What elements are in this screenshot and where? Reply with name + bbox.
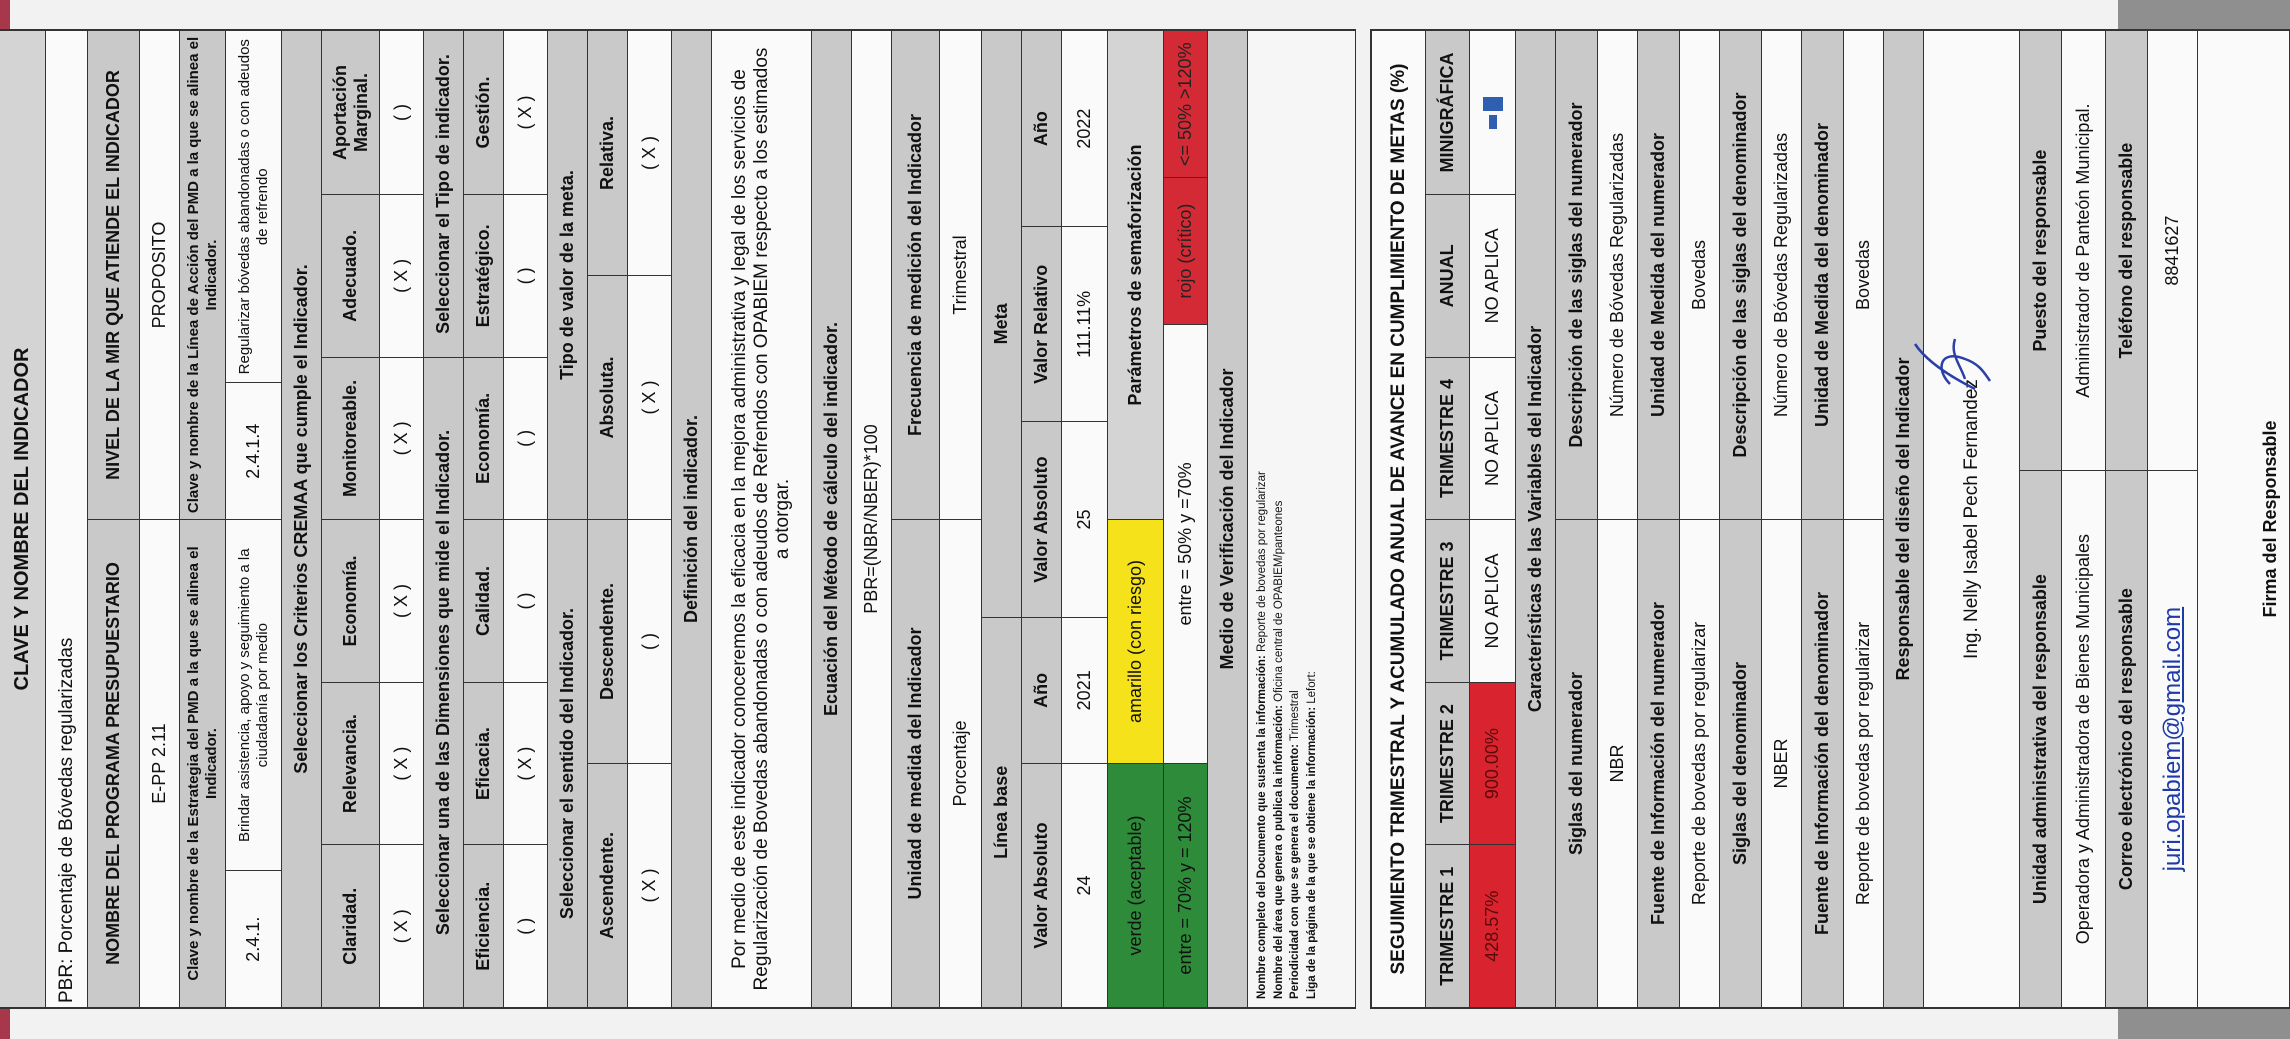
equation-row xyxy=(852,29,892,1009)
verification-notes xyxy=(1248,29,1356,1009)
goal-relativa: Relativa. xyxy=(597,115,618,191)
denominator-source-row xyxy=(1844,29,1884,1009)
tracking-q4-value: NO APLICA xyxy=(1470,357,1515,520)
admin-unit-header: Unidad administrativa del responsable xyxy=(2020,470,2061,1007)
unit-title: Unidad de medida del Indicador xyxy=(892,519,939,1007)
type-title: Seleccionar el Tipo de indicador. xyxy=(433,54,454,334)
email-header: Correo electrónico del responsable xyxy=(2106,470,2147,1007)
cremaa-claridad-check[interactable]: ( X ) xyxy=(380,844,423,1007)
semaforo-yellow-label: amarillo (con riesgo) xyxy=(1125,559,1146,724)
note-link-label: Liga de la página de la que se obtiene la información: xyxy=(1306,706,1319,999)
minigraph-bar-q2 xyxy=(1483,97,1503,111)
meta-year-header: Año xyxy=(1031,111,1052,147)
email-cell xyxy=(2148,470,2197,1007)
baseline-header-row xyxy=(1022,29,1062,1009)
baseline-title: Línea base xyxy=(982,617,1021,1007)
denominator-sigla-header: Siglas del denominador xyxy=(1720,519,1761,1007)
sense-descendente: Descendente. xyxy=(588,519,627,763)
cremaa-header-row xyxy=(322,29,380,1009)
tracking-values-row xyxy=(1470,29,1516,1009)
designer-title-row xyxy=(1884,29,1924,1009)
cremaa-aportacion-check[interactable]: ( ) xyxy=(380,31,423,194)
note-link-value: Lefort: xyxy=(1306,671,1319,704)
tracking-q1-value: 428.57% xyxy=(1470,844,1515,1007)
designer-name: Ing. Nelly Isabel Pech Fernandez xyxy=(1924,31,2019,1007)
minigraph-bar-q1 xyxy=(1489,115,1497,129)
phone-header: Teléfono del responsable xyxy=(2116,142,2137,359)
cremaa-economia-check[interactable]: ( X ) xyxy=(380,519,423,682)
semaforo-yellow xyxy=(1108,519,1163,763)
dimensions-type-values-row xyxy=(504,29,548,1009)
numerator-source-header-row xyxy=(1638,29,1680,1009)
semaforo-row xyxy=(1108,29,1164,1009)
denominator-value-row xyxy=(1762,29,1802,1009)
dimension-calidad-check[interactable]: ( ) xyxy=(504,519,547,682)
action-text: Regularizar bóvedas abandonadas o con adeudos de refrendo xyxy=(226,31,281,382)
contact-header-row xyxy=(2106,29,2148,1009)
numerator-value-row xyxy=(1598,29,1638,1009)
indicator-name: PBR: Porcentaje de Bóvedas regularizadas xyxy=(46,31,87,1007)
definition-row xyxy=(712,29,812,1009)
meta-relative-header: Valor Relativo xyxy=(1022,226,1061,421)
strategy-code: 2.4.1. xyxy=(226,870,281,1007)
denominator-source-header: Fuente de Información del denominador xyxy=(1802,519,1843,1007)
semaforo-range-row xyxy=(1164,29,1208,1009)
note-doc-value: Reporte de bovedas por regularizar xyxy=(1256,471,1268,653)
dimension-eficiencia: Eficiencia. xyxy=(464,844,503,1007)
email-link[interactable]: juri.opabiem@gmail.com xyxy=(2158,606,2186,872)
frequency-title: Frecuencia de medición del Indicador xyxy=(905,113,926,437)
meta-absolute-header: Valor Absoluto xyxy=(1022,421,1061,616)
alignment-value-row xyxy=(226,29,282,1009)
sense-goal-title-row xyxy=(548,29,588,1009)
strategy-text: Brindar asistencia, apoyo y seguimiento a la ciudadanía por medio xyxy=(226,519,281,870)
form-title: CLAVE Y NOMBRE DEL INDICADOR xyxy=(0,31,45,1007)
unit-value: Porcentaje xyxy=(940,519,981,1007)
signature-label: Firma del Responsable xyxy=(2260,420,2281,618)
verification-title-row xyxy=(1208,29,1248,1009)
position-value: Administrador de Panteón Municipal. xyxy=(2062,31,2105,470)
tracking-header-row xyxy=(1426,29,1470,1009)
denominator-unit: Bovedas xyxy=(1844,31,1883,519)
tracking-q3-header: TRIMESTRE 3 xyxy=(1426,519,1469,682)
note-area-value: Oficina central de OPABIEM/panteones xyxy=(1272,500,1285,702)
action-label: Clave y nombre de la Línea de Acción del PMD a la que se alinea el Indicador. xyxy=(185,36,220,514)
semaforo-red-label: rojo (crítico) xyxy=(1164,177,1207,323)
baseline-absolute-header: Valor Absoluto xyxy=(1022,763,1061,1007)
definition-text: Por medio de este indicador conoceremos la eficacia en la mejora administrativa y legal de los servicios de Regularización de Bovedas abandonadas o con adeudos de Refrendos con OPABIEM respecto a los estimados a otorgar. xyxy=(712,31,811,1007)
tracking-title-row xyxy=(1370,29,1426,1009)
strategy-label: Clave y nombre de la Estrategia del PMD a la que se alinea el Indicador. xyxy=(180,519,225,1007)
equation-title: Ecuación del Método de cálculo del indicador. xyxy=(821,321,842,717)
semaforo-title-cell xyxy=(1108,31,1163,519)
type-estrategico: Estratégico. xyxy=(464,194,503,357)
program-header: NOMBRE DEL PROGRAMA PRESUPUESTARIO xyxy=(88,519,139,1007)
meta-title: Meta xyxy=(991,303,1012,345)
tracking-title: SEGUIMIENTO TRIMESTRAL Y ACUMULADO ANUAL DE AVANCE EN CUMPLIMIENTO DE METAS (%) xyxy=(1372,31,1425,1007)
goal-relativa-check[interactable]: ( X ) xyxy=(628,31,671,275)
cremaa-aportacion: Aportación Marginal. xyxy=(329,65,371,161)
cremaa-adecuado-check[interactable]: ( X ) xyxy=(380,194,423,357)
definition-title: Definición del indicador. xyxy=(681,414,702,624)
type-gestion: Gestión. xyxy=(473,76,494,149)
admin-unit: Operadora y Administradora de Bienes Municipales xyxy=(2062,470,2105,1007)
tracking-q2-value: 900.00% xyxy=(1470,682,1515,845)
semaforo-green xyxy=(1108,763,1163,1007)
cremaa-relevancia-check[interactable]: ( X ) xyxy=(380,682,423,845)
equation-title-row xyxy=(812,29,852,1009)
numerator-sigla-header: Siglas del numerador xyxy=(1556,519,1597,1007)
signature-area-row xyxy=(2198,29,2290,1009)
equation-value: PBR=(NBR/NBER)*100 xyxy=(852,31,891,1007)
dimension-economia-check[interactable]: ( ) xyxy=(504,357,547,520)
cremaa-title-row xyxy=(282,29,322,1009)
tracking-minigraph-header: MINIGRÁFICA xyxy=(1437,52,1458,173)
sense-descendente-check[interactable]: ( ) xyxy=(628,519,671,763)
cremaa-adecuado: Adecuado. xyxy=(322,194,379,357)
baseline-year-header: Año xyxy=(1022,617,1061,763)
admin-value-row xyxy=(2062,29,2106,1009)
tracking-q2-header: TRIMESTRE 2 xyxy=(1426,682,1469,845)
unit-frequency-value-row xyxy=(940,29,982,1009)
semaforo-title: Parámetros de semaforización xyxy=(1125,144,1146,406)
mir-level-value: PROPOSITO xyxy=(140,31,179,519)
variables-title-row xyxy=(1516,29,1556,1009)
goal-value-title: Tipo de valor de la meta. xyxy=(557,170,578,380)
goal-absoluta-check[interactable]: ( X ) xyxy=(628,275,671,519)
numerator-source-row xyxy=(1680,29,1720,1009)
semaforo-red-range: <= 50% >120% xyxy=(1164,31,1207,177)
baseline-year-value: 2021 xyxy=(1062,617,1107,763)
phone-value: 8841627 xyxy=(2148,31,2197,470)
semaforo-green-range: entre = 70% y = 120% xyxy=(1164,763,1207,1007)
alignment-header-row xyxy=(180,29,226,1009)
tracking-q3-value: NO APLICA xyxy=(1470,519,1515,682)
note-period-value: Trimestral xyxy=(1289,690,1302,742)
cremaa-values-row xyxy=(380,29,424,1009)
type-estrategico-check[interactable]: ( ) xyxy=(504,194,547,357)
type-gestion-check[interactable]: ( X ) xyxy=(504,31,547,194)
baseline-values-row xyxy=(1062,29,1108,1009)
denominator-sigla: NBER xyxy=(1762,519,1801,1007)
goal-absoluta: Absoluta. xyxy=(588,275,627,519)
mir-level-header: NIVEL DE LA MIR QUE ATIENDE EL INDICADOR xyxy=(103,70,124,480)
numerator-unit: Bovedas xyxy=(1680,31,1719,519)
program-code: E-PP 2.11 xyxy=(140,519,179,1007)
dimensions-type-header-row xyxy=(464,29,504,1009)
signature-area xyxy=(2198,31,2289,1007)
title-row xyxy=(0,29,46,1009)
cremaa-economia: Economía. xyxy=(322,519,379,682)
dimension-calidad: Calidad. xyxy=(464,519,503,682)
indicator-form xyxy=(0,29,2290,1009)
cremaa-claridad: Claridad. xyxy=(322,844,379,1007)
denominator-unit-header: Unidad de Medida del denominador xyxy=(1812,122,1833,428)
numerator-sigla: NBR xyxy=(1598,519,1637,1007)
meta-absolute-value: 25 xyxy=(1062,421,1107,616)
dimensions-type-title-row xyxy=(424,29,464,1009)
contact-value-row xyxy=(2148,29,2198,1009)
numerator-source-header: Fuente de Información del numerador xyxy=(1638,519,1679,1007)
numerator-unit-header: Unidad de Medida del numerador xyxy=(1648,132,1669,418)
program-value-row xyxy=(140,29,180,1009)
dimension-eficacia: Eficacia. xyxy=(464,682,503,845)
dimensions-title: Seleccionar una de las Dimensiones que mide el Indicador. xyxy=(424,357,463,1007)
baseline-meta-title-row xyxy=(982,29,1022,1009)
position-header: Puesto del responsable xyxy=(2030,149,2051,352)
verification-title: Medio de Verificación del Indicador xyxy=(1217,368,1238,670)
meta-year-value: 2022 xyxy=(1062,31,1107,226)
sense-goal-values-row xyxy=(628,29,672,1009)
semaforo-yellow-range: entre = 50% y =70% xyxy=(1164,324,1207,763)
sense-title: Seleccionar el sentido del Indicador. xyxy=(548,519,587,1007)
tracking-q4-header: TRIMESTRE 4 xyxy=(1426,357,1469,520)
action-code: 2.4.1.4 xyxy=(226,382,281,519)
sense-ascendente-check[interactable]: ( X ) xyxy=(628,763,671,1007)
unit-frequency-title-row xyxy=(892,29,940,1009)
note-area-label: Nombre del área que genera o publica la información: xyxy=(1272,705,1285,999)
cremaa-title: Seleccionar los Criterios CREMAA que cumple el Indicador. xyxy=(291,264,312,774)
tracking-annual-header: ANUAL xyxy=(1426,194,1469,357)
note-period-label: Periodicidad con que se genera el documento: xyxy=(1289,744,1302,999)
sense-goal-header-row xyxy=(588,29,628,1009)
denominator-desc: Número de Bóvedas Regularizadas xyxy=(1762,31,1801,519)
denominator-header-row xyxy=(1720,29,1762,1009)
sense-ascendente: Ascendente. xyxy=(588,763,627,1007)
numerator-desc: Número de Bóvedas Regularizadas xyxy=(1598,31,1637,519)
numerator-source: Reporte de bovedas por regularizar xyxy=(1680,519,1719,1007)
baseline-absolute-value: 24 xyxy=(1062,763,1107,1007)
denominator-source-header-row xyxy=(1802,29,1844,1009)
dimension-eficiencia-check[interactable]: ( ) xyxy=(504,844,547,1007)
numerator-desc-header: Descripción de las siglas del numerador xyxy=(1566,102,1587,448)
tracking-minigraph xyxy=(1470,31,1515,194)
semaforo-green-label: verde (aceptable) xyxy=(1125,815,1146,956)
designer-title: Responsable del diseño del Indicador xyxy=(1893,357,1914,681)
admin-header-row xyxy=(2020,29,2062,1009)
definition-title-row xyxy=(672,29,712,1009)
designer-row xyxy=(1924,29,2020,1009)
dimension-eficacia-check[interactable]: ( X ) xyxy=(504,682,547,845)
handwritten-signature xyxy=(1905,329,1995,399)
indicator-name-row xyxy=(46,29,88,1009)
minigraph-bars xyxy=(1483,97,1503,129)
program-header-row xyxy=(88,29,140,1009)
cremaa-monitoreable: Monitoreable. xyxy=(322,357,379,520)
variables-title: Características de las Variables del Indicador xyxy=(1525,325,1546,713)
denominator-desc-header: Descripción de las siglas del denominador xyxy=(1730,92,1751,458)
cremaa-monitoreable-check[interactable]: ( X ) xyxy=(380,357,423,520)
dimension-economia: Economía. xyxy=(464,357,503,520)
meta-relative-value: 111.11% xyxy=(1062,226,1107,421)
frequency-value: Trimestral xyxy=(940,31,981,519)
note-doc-label: Nombre completo del Documento que sustenta la información: xyxy=(1256,655,1268,999)
numerator-header-row xyxy=(1556,29,1598,1009)
tracking-q1-header: TRIMESTRE 1 xyxy=(1426,844,1469,1007)
cremaa-relevancia: Relevancia. xyxy=(322,682,379,845)
denominator-source: Reporte de bovedas por regularizar xyxy=(1844,519,1883,1007)
tracking-annual-value: NO APLICA xyxy=(1470,194,1515,357)
